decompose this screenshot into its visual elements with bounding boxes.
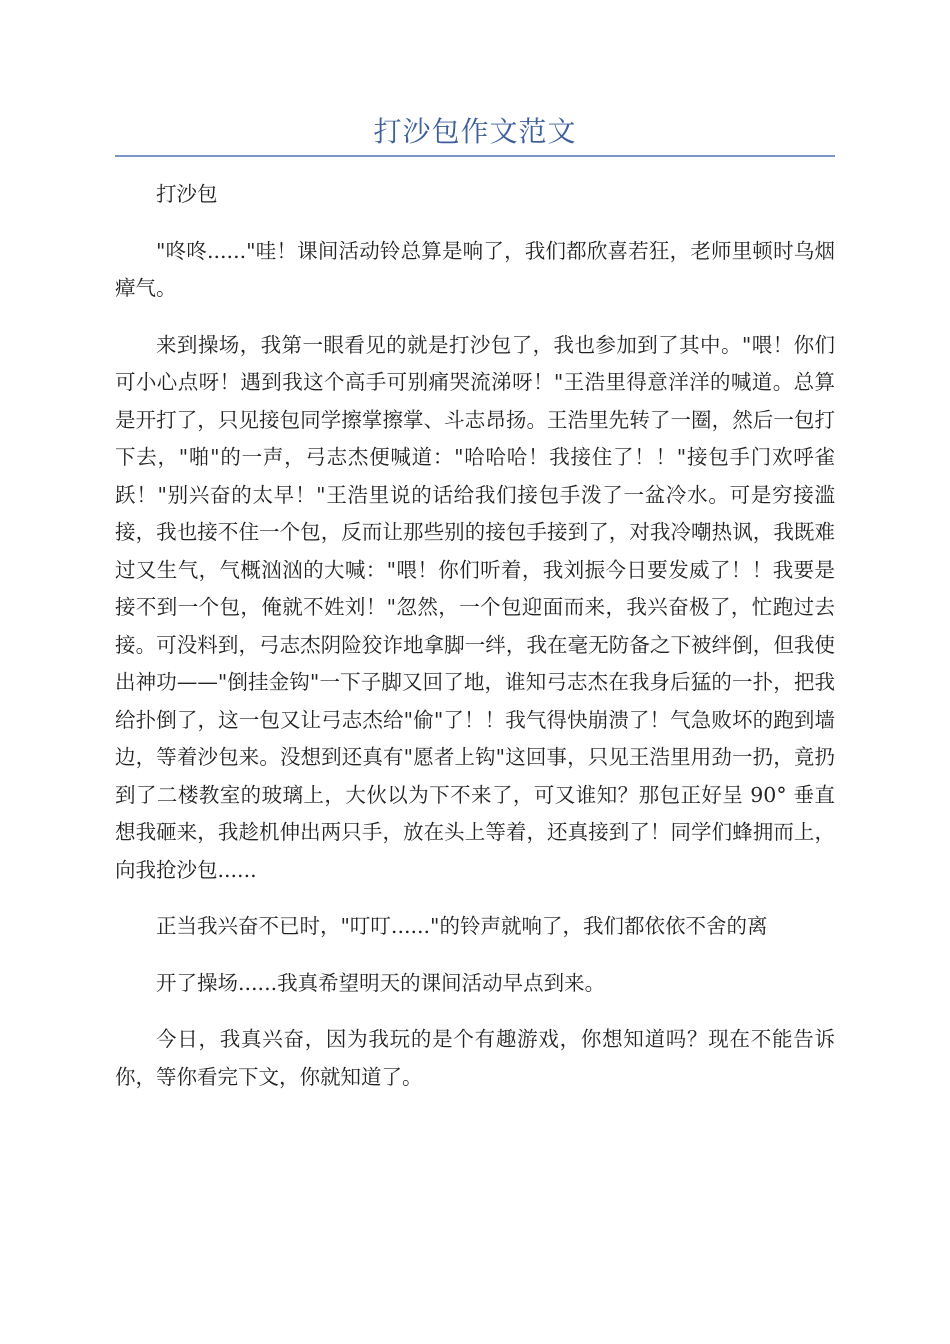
paragraph-heading: 打沙包 <box>156 182 218 206</box>
document-title: 打沙包作文范文 <box>373 115 577 148</box>
paragraph: 开了操场......我真希望明天的课间活动早点到来。 <box>156 970 606 995</box>
title-underline <box>115 155 835 157</box>
paragraph: 来到操场，我第一眼看见的就是打沙包了，我也参加到了其中。"喂！你们可小心点呀！遇到我这个高手可别痛哭流涕呀！"王浩里得意洋洋的喊道。总算是开打了，只见接包同学擦掌擦掌、斗志昂扬。王浩里先转了一圈，然后一包打下去，"啪"的一声，弓志杰便喊道："哈哈哈！我接住了！！"接包手门欢呼雀跃！"别兴奋的太早！"王浩里说的话给我们接包手泼了一盆冷水。可是穷接滥接，我也接不住一个包，反而让那些别的接包手接到了，对我冷嘲热讽，我既难过又生气，气概汹汹的大喊："喂！你们听着，我刘振今日要发威了！！我要是接不到一个包，俺就不姓刘！"忽然，一个包迎面而来，我兴奋极了，忙跑过去接。可没料到，弓志杰阴险狡诈地拿脚一绊，我在毫无防备之下被绊倒，但我使出神功——"倒挂金钩"一下子脚又回了地，谁知弓志杰在我身后猛的一扑，把我给扑倒了，这一包又让弓志杰给"偷"了！！我气得快崩溃了！气急败坏的跑到墙边，等着沙包来。没想到还真有"愿者上钩"这回事，只见王浩里用劲一扔，竟扔到了二楼教室的玻璃上，大伙以为下不来了，可又谁知？那包正好呈 90° 垂直想我砸来，我趁机伸出两只手，放在头上等着，还真接到了！同学们蜂拥而上，向我抢沙包...... <box>115 332 835 882</box>
document-body <box>115 176 835 1115</box>
paragraph: "咚咚......"哇！课间活动铃总算是响了，我们都欣喜若狂，老师里顿时乌烟瘴气。 <box>115 238 835 300</box>
paragraph: 正当我兴奋不已时，"叮叮......"的铃声就响了，我们都依依不舍的离 <box>156 914 768 938</box>
paragraph: 今日，我真兴奋，因为我玩的是个有趣游戏，你想知道吗？现在不能告诉你，等你看完下文，你就知道了。 <box>115 1027 835 1089</box>
